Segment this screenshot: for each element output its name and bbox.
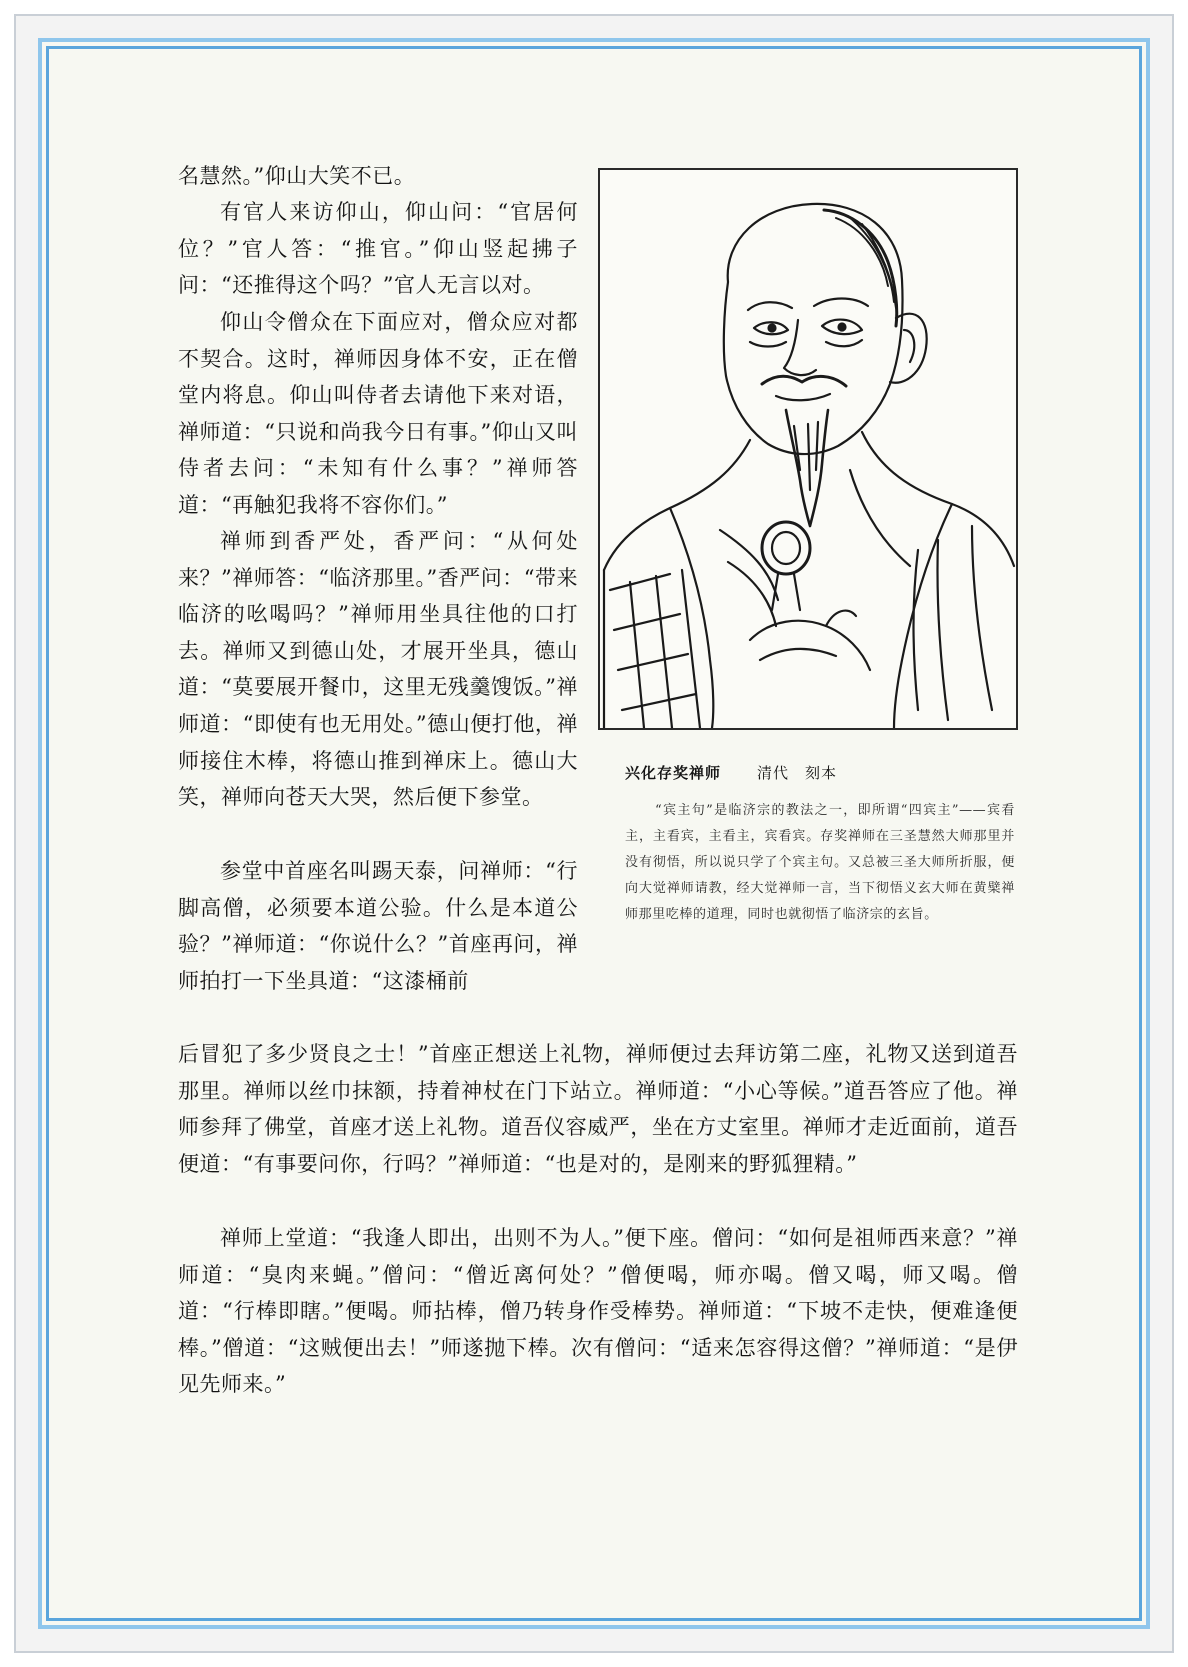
monk-portrait-drawing (600, 170, 1016, 728)
caption-name: 兴化存奖禅师 (625, 764, 722, 782)
paragraph-2: 有官人来访仰山，仰山问：“官居何位？”官人答：“推官。”仰山竖起拂子问：“还推得这个吗？”官人无言以对。 (178, 200, 578, 298)
paragraph-6: 后冒犯了多少贤良之士！”首座正想送上礼物，禅师便过去拜访第二座，礼物又送到道吾那里。禅师以丝巾抹额，持着神杖在门下站立。禅师道：“小心等候。”道吾答应了他。禅师参拜了佛堂，首座才送上礼物。道吾仪容威严，坐在方丈室里。禅师才走近面前，道吾便道：“有事要问你，行吗？”禅师道：“也是对的，是刚来的野狐狸精。” (178, 1042, 1018, 1176)
woodblock-portrait-illustration (598, 168, 1018, 730)
figure-caption-title (625, 762, 925, 783)
paragraph-7: 禅师上堂道：“我逢人即出，出则不为人。”便下座。僧问：“如何是祖师西来意？”禅师道：“臭肉来蝇。”僧问：“僧近离何处？”僧便喝，师亦喝。僧又喝，师又喝。僧道：“行棒即瞎。”便喝。师拈棒，僧乃转身作受棒势。禅师道：“下坡不走快，便难逢便棒。”僧道：“这贼便出去！”师遂抛下棒。次有僧问：“适来怎容得这僧？”禅师道：“是伊见先师来。” (178, 1226, 1018, 1397)
paragraph-4: 禅师到香严处，香严问：“从何处来？”禅师答：“临济那里。”香严问：“带来临济的吆喝吗？”禅师用坐具往他的口打去。禅师又到德山处，才展开坐具，德山道：“莫要展开餐巾，这里无残羹馊饭。”禅师道：“即使有也无用处。”德山便打他，禅师接住木棒，将德山推到禅床上。德山大笑，禅师向苍天大哭，然后便下参堂。 (178, 529, 578, 810)
paragraph-3: 仰山令僧众在下面应对，僧众应对都不契合。这时，禅师因身体不安，正在僧堂内将息。仰山叫侍者去请他下来对语，禅师道：“只说和尚我今日有事。”仰山又叫侍者去问：“未知有什么事？”禅师答道：“再触犯我将不容你们。” (178, 310, 578, 517)
paragraph-1: 名慧然。”仰山大笑不已。 (178, 164, 416, 188)
caption-era: 清代 刻本 (757, 764, 838, 782)
figure-caption-body: “宾主句”是临济宗的教法之一，即所谓“四宾主”——宾看主，主看宾，主看主，宾看宾。存奖禅师在三圣慧然大师那里并没有彻悟，所以说只学了个宾主句。又总被三圣大师所折服，便向大觉禅师请教，经大觉禅师一言，当下彻悟义玄大师在黄檗禅师那里吃棒的道理，同时也就彻悟了临济宗的玄旨。 (625, 803, 1015, 922)
paragraph-5: 参堂中首座名叫踢天泰，问禅师：“行脚高僧，必须要本道公验。什么是本道公验？”禅师道：“你说什么？”首座再问，禅师拍打一下坐具道：“这漆桶前 (178, 859, 578, 993)
